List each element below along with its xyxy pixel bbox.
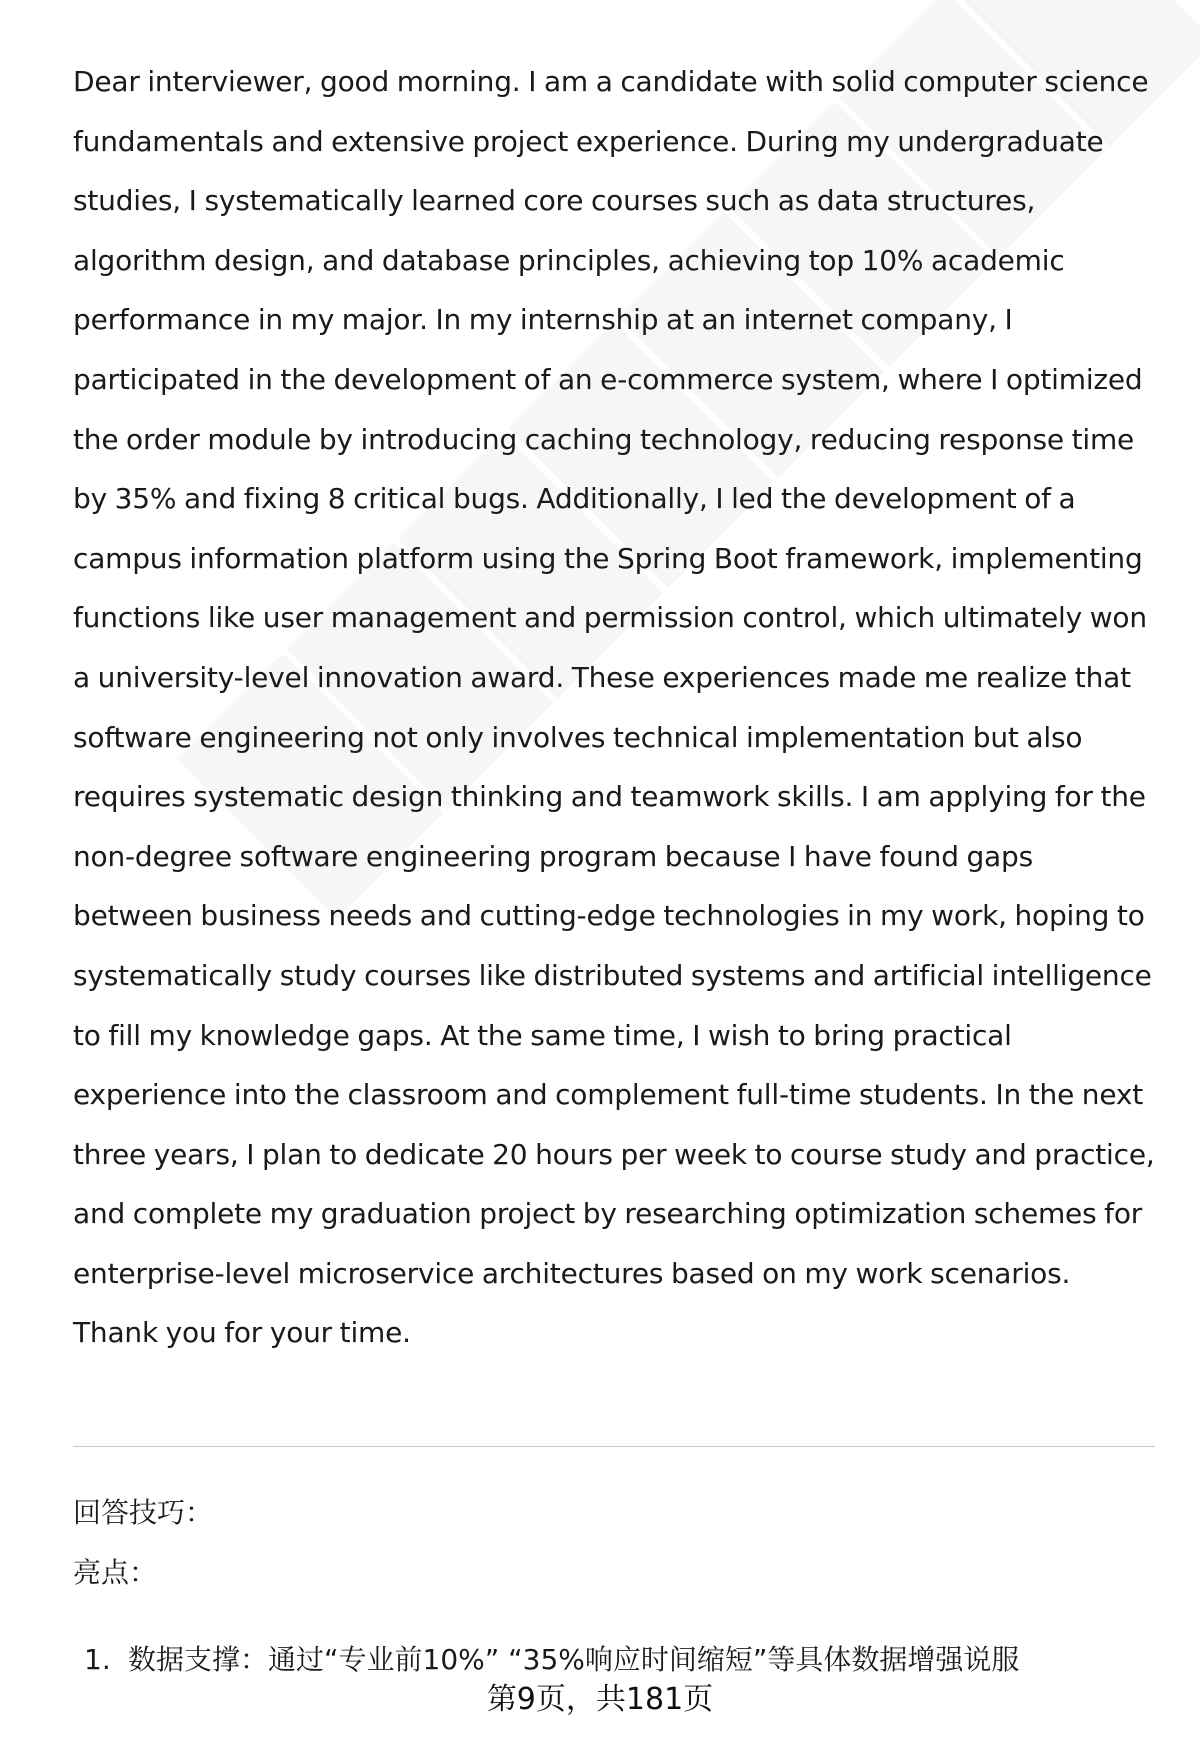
section-divider — [73, 1446, 1155, 1447]
answer-tips-heading: 回答技巧： — [73, 1496, 214, 1529]
interview-answer-paragraph: Dear interviewer, good morning. I am a candidate with solid computer science fundamentals and extensive project experience. During my undergraduate studies, I systematically learned core courses such as data structures, algorithm design, and database principles, achieving top 10% academic performance in my major. In my internship at an internet company, I participated in the development of an e-commerce system, where I optimized the order module by introducing caching technology, reducing response time by 35% and fixing 8 critical bugs. Additionally, I led the development of a campus information platform using the Spring Boot framework, implementing functions like user management and permission control, which ultimately won a university-level innovation award. These experiences made me realize that software engineering not only involves technical implementation but also requires systematic design thinking and teamwork skills. I am applying for the non-degree software engineering program because I have found gaps between business needs and cutting-edge technologies in my work, hoping to systematically study courses like distributed systems and artificial intelligence to fill my knowledge gaps. At the same time, I wish to bring practical experience into the classroom and complement full-time students. In the next three years, I plan to dedicate 20 hours per week to course study and practice, and complete my graduation project by researching optimization schemes for enterprise-level microservice architectures based on my work scenarios. Thank you for your time. — [73, 65, 1155, 1350]
list-item-number: 1. — [84, 1643, 111, 1676]
list-item-text: 数据支撑：通过“专业前10%” “35%响应时间缩短”等具体数据增强说服 — [128, 1643, 1020, 1676]
highlights-heading: 亮点： — [73, 1556, 158, 1589]
list-item — [84, 1640, 1164, 1680]
page-number-footer: 第9页，共181页 — [486, 1682, 714, 1717]
